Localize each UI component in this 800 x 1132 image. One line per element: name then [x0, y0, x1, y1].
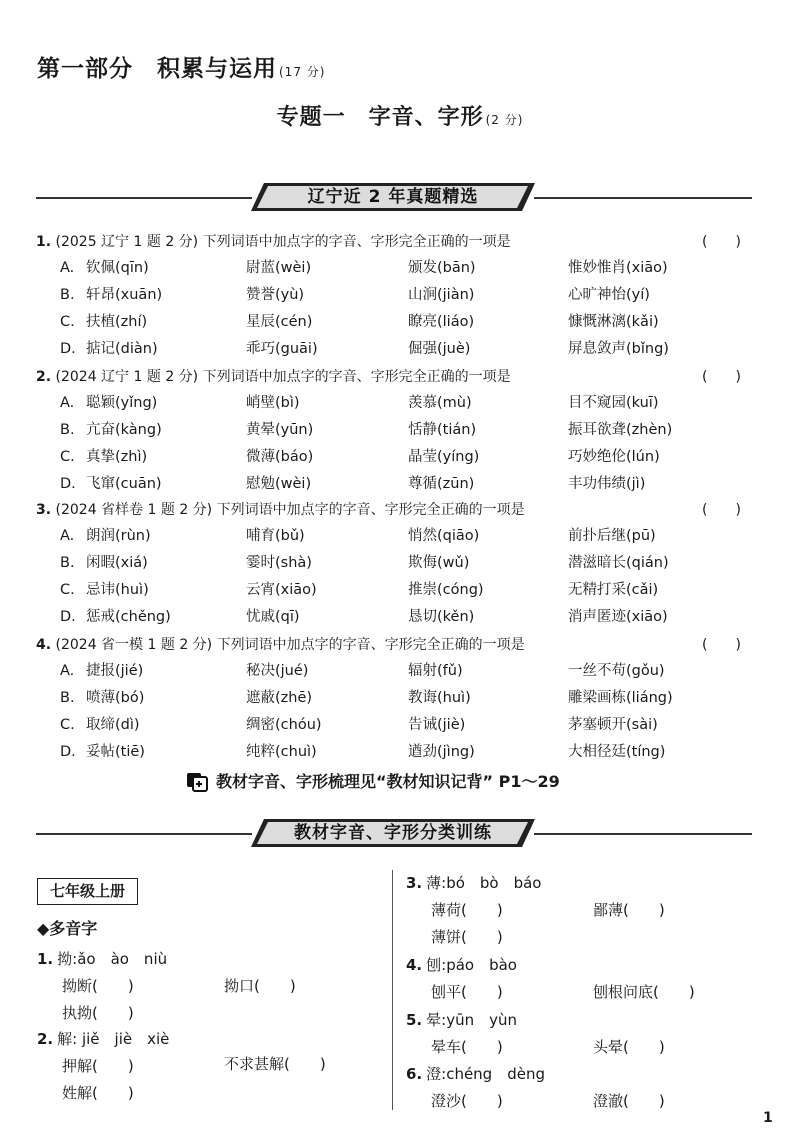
option-word: 取缔(dì) [86, 717, 140, 733]
question-number: 4. [36, 637, 52, 653]
option-word: 心旷神怡(yí) [568, 287, 650, 303]
part-title [37, 50, 325, 83]
option-letter: C. [60, 717, 75, 733]
option-word: 颁发(bān) [408, 260, 476, 276]
option-word: 朗润(rùn) [86, 528, 151, 544]
option-row-d [60, 607, 760, 627]
polyphone-readings: 解: jiě jiè xiè [57, 1030, 170, 1048]
fill-blank-word: 刨根问底( ) [593, 983, 695, 1001]
fill-blank-word: 澄澈( ) [593, 1092, 665, 1110]
option-word: 钦佩(qīn) [86, 260, 149, 276]
book-reference-icon [186, 772, 208, 792]
option-word: 慷慨淋漓(kǎi) [568, 314, 659, 330]
option-word: 悄然(qiāo) [408, 528, 480, 544]
option-row-a [60, 661, 760, 681]
option-row-c [60, 312, 760, 332]
option-word: 大相径廷(tíng) [568, 744, 666, 760]
option-letter: D. [60, 609, 76, 625]
fill-blank-word: 头晕( ) [593, 1038, 665, 1056]
option-word: 茅塞顿开(sài) [568, 717, 658, 733]
option-word: 惟妙惟肖(xiāo) [568, 260, 668, 276]
option-word: 潜滋暗长(qián) [568, 555, 669, 571]
fill-blank-word: 拗断( ) [62, 977, 134, 995]
option-row-c [60, 715, 760, 735]
answer-blank[interactable]: ( ) [702, 369, 741, 385]
banner1-text: 辽宁近 2 年真题精选 [307, 187, 479, 207]
question-stem [36, 232, 766, 252]
option-letter: C. [60, 582, 75, 598]
fill-blank-word: 押解( ) [62, 1057, 134, 1075]
question-number: 2. [36, 369, 52, 385]
polyphone-readings: 拗:ǎo ào niù [57, 950, 168, 968]
option-word: 闲暇(xiá) [86, 555, 148, 571]
question-text: (2024 辽宁 1 题 2 分) 下列词语中加点字的字音、字形完全正确的一项是 [55, 369, 511, 385]
option-word: 霎时(shà) [246, 555, 312, 571]
option-row-b [60, 688, 760, 708]
item-number: 6. [406, 1065, 423, 1083]
option-word: 喷薄(bó) [86, 690, 145, 706]
option-row-a [60, 526, 760, 546]
option-word: 欺侮(wǔ) [408, 555, 470, 571]
option-word: 秘决(jué) [246, 663, 309, 679]
fill-blank-word: 刨平( ) [431, 983, 503, 1001]
part-points: (17 分) [279, 65, 326, 79]
option-word: 扶植(zhí) [86, 314, 148, 330]
option-word: 赞誉(yù) [246, 287, 305, 303]
option-row-c [60, 580, 760, 600]
option-letter: C. [60, 314, 75, 330]
option-word: 峭壁(bì) [246, 395, 300, 411]
option-word: 尉蓝(wèi) [246, 260, 312, 276]
banner2-text: 教材字音、字形分类训练 [294, 823, 492, 843]
option-row-b [60, 420, 760, 440]
fill-blank-word: 晕车( ) [431, 1038, 503, 1056]
option-word: 一丝不苟(gǒu) [568, 663, 665, 679]
option-word: 倔强(juè) [408, 341, 471, 357]
option-word: 星辰(cén) [246, 314, 313, 330]
option-word: 羡慕(mù) [408, 395, 472, 411]
option-word: 恬静(tián) [408, 422, 477, 438]
option-word: 推崇(cóng) [408, 582, 484, 598]
option-row-b [60, 553, 760, 573]
item-number: 2. [37, 1030, 54, 1048]
polyphone-head [37, 948, 167, 969]
polyphone-readings: 澄:chéng dèng [426, 1065, 545, 1083]
option-letter: C. [60, 449, 75, 465]
option-word: 绸密(chóu) [246, 717, 322, 733]
column-divider [392, 870, 393, 1110]
question-2 [36, 367, 766, 492]
option-row-d [60, 339, 760, 359]
polyphone-readings: 薄:bó bò báo [426, 874, 542, 892]
banner1-rule-right [534, 197, 752, 199]
option-word: 忌讳(huì) [86, 582, 149, 598]
section-heading: ◆多音字 [37, 919, 98, 938]
option-word: 告诫(jiè) [408, 717, 466, 733]
question-stem [36, 635, 766, 655]
polyphone-head [406, 1063, 545, 1084]
option-row-d [60, 474, 760, 494]
polyphone-head [406, 954, 517, 975]
fill-blank-word: 薄饼( ) [431, 928, 503, 946]
polyphone-head [37, 1028, 169, 1049]
banner1 [250, 182, 536, 212]
option-word: 惩戒(chěng) [86, 609, 171, 625]
option-word: 瞭亮(liáo) [408, 314, 475, 330]
option-word: 恳切(kěn) [408, 609, 475, 625]
option-word: 云宵(xiāo) [246, 582, 317, 598]
option-letter: B. [60, 287, 75, 303]
option-word: 辐射(fǔ) [408, 663, 463, 679]
option-word: 黄晕(yūn) [246, 422, 314, 438]
question-stem [36, 367, 766, 387]
option-word: 掂记(diàn) [86, 341, 158, 357]
question-stem [36, 500, 766, 520]
option-word: 雕梁画栋(liáng) [568, 690, 673, 706]
polyphone-readings: 晕:yūn yùn [426, 1011, 517, 1029]
item-number: 4. [406, 956, 423, 974]
option-word: 慰勉(wèi) [246, 476, 312, 492]
option-word: 乖巧(guāi) [246, 341, 318, 357]
fill-blank-word: 执拗( ) [62, 1004, 134, 1022]
option-word: 哺育(bǔ) [246, 528, 305, 544]
option-letter: A. [60, 528, 75, 544]
polyphone-head [406, 872, 541, 893]
option-word: 尊循(zūn) [408, 476, 475, 492]
fill-blank-word: 澄沙( ) [431, 1092, 503, 1110]
option-word: 晶莹(yíng) [408, 449, 480, 465]
answer-blank[interactable]: ( ) [702, 637, 741, 653]
option-row-c [60, 447, 760, 467]
question-1 [36, 232, 766, 357]
fill-blank-word: 姓解( ) [62, 1084, 134, 1102]
option-letter: D. [60, 476, 76, 492]
item-number: 1. [37, 950, 54, 968]
answer-blank[interactable]: ( ) [702, 234, 741, 250]
topic-title-text: 专题一 字音、字形 [276, 105, 484, 130]
option-word: 振耳欲聋(zhèn) [568, 422, 673, 438]
part-title-text: 第一部分 积累与运用 [37, 56, 277, 82]
option-word: 巧妙绝伦(lún) [568, 449, 660, 465]
option-letter: A. [60, 395, 75, 411]
option-letter: D. [60, 341, 76, 357]
option-word: 纯粹(chuì) [246, 744, 317, 760]
topic-title [0, 100, 800, 131]
option-row-a [60, 393, 760, 413]
option-word: 教诲(huì) [408, 690, 471, 706]
item-number: 5. [406, 1011, 423, 1029]
option-word: 忧戚(qī) [246, 609, 300, 625]
question-number: 1. [36, 234, 52, 250]
polyphone-head [406, 1009, 517, 1030]
option-word: 山涧(jiàn) [408, 287, 475, 303]
option-word: 聪颖(yǐng) [86, 395, 158, 411]
banner1-rule-left [36, 197, 252, 199]
question-text: (2025 辽宁 1 题 2 分) 下列词语中加点字的字音、字形完全正确的一项是 [55, 234, 511, 250]
option-letter: B. [60, 690, 75, 706]
question-3 [36, 500, 766, 625]
option-word: 轩昂(xuān) [86, 287, 163, 303]
option-word: 丰功伟绩(jì) [568, 476, 646, 492]
option-row-d [60, 742, 760, 762]
item-number: 3. [406, 874, 423, 892]
page-number: 1 [763, 1110, 773, 1126]
reference-note-text: 教材字音、字形梳理见“教材知识记背” P1～29 [216, 772, 560, 791]
banner2 [250, 818, 536, 848]
fill-blank-word: 不求甚解( ) [224, 1055, 326, 1073]
question-number: 3. [36, 502, 52, 518]
option-word: 前扑后继(pū) [568, 528, 656, 544]
option-word: 屏息敛声(bǐng) [568, 341, 669, 357]
option-word: 真挚(zhì) [86, 449, 148, 465]
option-row-a [60, 258, 760, 278]
topic-points: (2 分) [485, 113, 524, 127]
polyphone-readings: 刨:páo bào [426, 956, 517, 974]
option-word: 亢奋(kàng) [86, 422, 162, 438]
fill-blank-word: 拗口( ) [224, 977, 296, 995]
option-word: 微薄(báo) [246, 449, 314, 465]
option-word: 捷报(jié) [86, 663, 144, 679]
question-text: (2024 省样卷 1 题 2 分) 下列词语中加点字的字音、字形完全正确的一项是 [55, 502, 525, 518]
question-text: (2024 省一模 1 题 2 分) 下列词语中加点字的字音、字形完全正确的一项是 [55, 637, 525, 653]
banner2-rule-left [36, 833, 252, 835]
answer-blank[interactable]: ( ) [702, 502, 741, 518]
option-word: 消声匿迹(xiāo) [568, 609, 668, 625]
option-word: 妥帖(tiē) [86, 744, 145, 760]
grade-label: 七年级上册 [37, 878, 138, 905]
option-word: 无精打采(cǎi) [568, 582, 659, 598]
option-word: 遒劲(jìng) [408, 744, 475, 760]
option-row-b [60, 285, 760, 305]
banner2-rule-right [534, 833, 752, 835]
option-letter: D. [60, 744, 76, 760]
option-letter: A. [60, 260, 75, 276]
option-word: 目不窥园(kuī) [568, 395, 659, 411]
fill-blank-word: 薄荷( ) [431, 901, 503, 919]
option-word: 遮蔽(zhē) [246, 690, 313, 706]
fill-blank-word: 鄙薄( ) [593, 901, 665, 919]
option-letter: B. [60, 422, 75, 438]
option-word: 飞窜(cuān) [86, 476, 162, 492]
option-letter: A. [60, 663, 75, 679]
option-letter: B. [60, 555, 75, 571]
question-4 [36, 635, 766, 760]
